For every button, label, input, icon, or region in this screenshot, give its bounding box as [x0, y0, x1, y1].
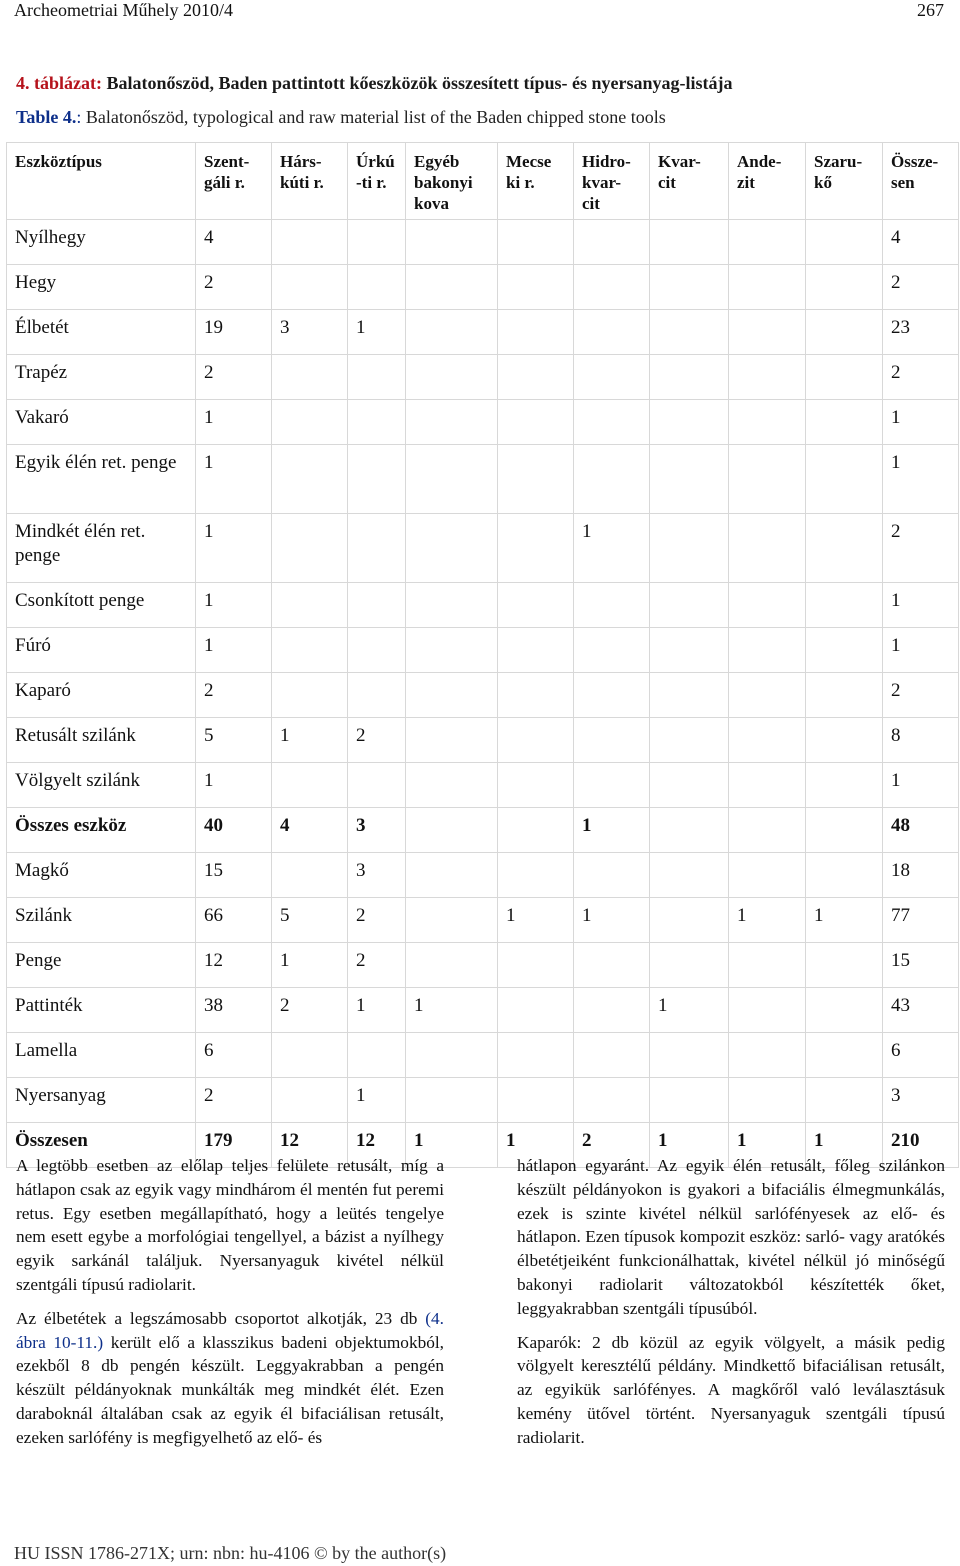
row-label: Összesen [7, 1123, 196, 1168]
table-cell: 1 [406, 988, 498, 1033]
column-header: Szaru- kő [806, 143, 883, 220]
table-cell [650, 1078, 729, 1123]
table-cell [574, 763, 650, 808]
table-cell [806, 265, 883, 310]
caption-colon: : [76, 107, 82, 127]
table-cell [406, 355, 498, 400]
table-cell [729, 220, 806, 265]
table-cell [498, 400, 574, 445]
table-cell [650, 718, 729, 763]
table-cell [406, 220, 498, 265]
table-cell: 2 [883, 355, 959, 400]
table-cell [498, 514, 574, 583]
table-cell [729, 718, 806, 763]
table-cell: 1 [883, 445, 959, 514]
table-cell [348, 400, 406, 445]
table-cell [348, 514, 406, 583]
table-cell [806, 853, 883, 898]
page-header [0, 0, 960, 22]
table-cell [729, 988, 806, 1033]
table-row [7, 514, 959, 583]
table-label-hungarian: 4. táblázat: [16, 73, 102, 93]
table-cell [498, 718, 574, 763]
row-label: Csonkított penge [7, 583, 196, 628]
table-header-row [7, 143, 959, 220]
table-cell: 1 [196, 514, 272, 583]
table-row [7, 943, 959, 988]
table-cell [406, 265, 498, 310]
row-label: Retusált szilánk [7, 718, 196, 763]
table-cell: 5 [272, 898, 348, 943]
table-cell [498, 355, 574, 400]
row-label: Egyik élén ret. penge [7, 445, 196, 514]
table-cell: 1 [498, 898, 574, 943]
table-cell [574, 445, 650, 514]
table-cell [806, 673, 883, 718]
table-cell: 1 [883, 628, 959, 673]
table-cell: 4 [883, 220, 959, 265]
table-cell: 1 [196, 445, 272, 514]
column-header: Hidro- kvar- cit [574, 143, 650, 220]
table-cell [272, 355, 348, 400]
table-cell: 2 [196, 265, 272, 310]
table-cell [729, 943, 806, 988]
table-cell [729, 265, 806, 310]
table-cell: 18 [883, 853, 959, 898]
page-number: 267 [917, 0, 944, 20]
table-cell [650, 445, 729, 514]
table-cell [498, 220, 574, 265]
table-cell: 8 [883, 718, 959, 763]
table-cell [729, 628, 806, 673]
table-cell [650, 673, 729, 718]
table-cell [806, 310, 883, 355]
table-cell [806, 763, 883, 808]
table-cell [806, 628, 883, 673]
table-row [7, 220, 959, 265]
table-cell [650, 763, 729, 808]
table-cell [406, 400, 498, 445]
column-header: Szent- gáli r. [196, 143, 272, 220]
table-cell [406, 808, 498, 853]
table-cell: 1 [196, 583, 272, 628]
table-cell: 1 [806, 898, 883, 943]
table-cell: 1 [196, 400, 272, 445]
paragraph [16, 1307, 444, 1450]
table-cell [650, 943, 729, 988]
table-cell [806, 355, 883, 400]
table-cell [272, 1078, 348, 1123]
caption-text-english: Balatonőszöd, typological and raw material list of the Baden chipped stone tools [81, 107, 666, 127]
table-cell [272, 628, 348, 673]
table-cell [406, 1033, 498, 1078]
table-cell: 179 [196, 1123, 272, 1168]
table-cell: 1 [883, 583, 959, 628]
table-cell [729, 808, 806, 853]
table-cell: 38 [196, 988, 272, 1033]
table-cell [574, 220, 650, 265]
row-label: Szilánk [7, 898, 196, 943]
table-cell: 2 [348, 943, 406, 988]
table-cell: 2 [348, 718, 406, 763]
table-cell: 1 [196, 628, 272, 673]
table-cell [729, 514, 806, 583]
table-cell [574, 583, 650, 628]
table-cell: 48 [883, 808, 959, 853]
table-cell: 3 [348, 808, 406, 853]
table-cell: 23 [883, 310, 959, 355]
table-cell: 15 [196, 853, 272, 898]
row-label: Hegy [7, 265, 196, 310]
table-cell [650, 583, 729, 628]
table-row [7, 628, 959, 673]
table-cell: 2 [196, 1078, 272, 1123]
table-cell [574, 1078, 650, 1123]
table-row [7, 445, 959, 514]
table-label-english: Table 4. [16, 107, 77, 127]
table-cell [650, 898, 729, 943]
row-label: Mindkét élén ret. penge [7, 514, 196, 583]
table-cell [498, 583, 574, 628]
table-cell: 2 [196, 673, 272, 718]
table-cell: 1 [574, 514, 650, 583]
table-cell [406, 1078, 498, 1123]
table-cell [272, 673, 348, 718]
table-cell: 3 [883, 1078, 959, 1123]
table-cell [406, 718, 498, 763]
table-row [7, 763, 959, 808]
row-label: Nyersanyag [7, 1078, 196, 1123]
table-row [7, 1078, 959, 1123]
table-cell [574, 265, 650, 310]
typology-table [6, 142, 959, 1168]
column-header: Kvar- cit [650, 143, 729, 220]
row-label: Élbetét [7, 310, 196, 355]
table-cell: 1 [806, 1123, 883, 1168]
table-cell [574, 400, 650, 445]
table-cell [348, 355, 406, 400]
table-cell [406, 628, 498, 673]
table-cell: 1 [348, 988, 406, 1033]
table-row [7, 583, 959, 628]
table-cell: 2 [196, 355, 272, 400]
table-cell [574, 988, 650, 1033]
table-cell [574, 1033, 650, 1078]
table-cell [806, 445, 883, 514]
table-cell: 43 [883, 988, 959, 1033]
table-cell [406, 310, 498, 355]
table-cell: 5 [196, 718, 272, 763]
table-cell: 1 [272, 718, 348, 763]
table-row [7, 718, 959, 763]
table-cell: 1 [272, 943, 348, 988]
row-label: Összes eszköz [7, 808, 196, 853]
table-cell: 1 [348, 1078, 406, 1123]
table-cell [498, 628, 574, 673]
table-cell [729, 445, 806, 514]
table-cell: 15 [883, 943, 959, 988]
table-cell [348, 763, 406, 808]
table-cell [406, 763, 498, 808]
table-cell [729, 673, 806, 718]
column-header: Eszköztípus [7, 143, 196, 220]
table-cell [272, 220, 348, 265]
table-cell: 1 [574, 808, 650, 853]
table-cell: 40 [196, 808, 272, 853]
table-cell [498, 673, 574, 718]
table-cell [729, 763, 806, 808]
table-cell: 6 [883, 1033, 959, 1078]
table-cell [272, 445, 348, 514]
row-label: Lamella [7, 1033, 196, 1078]
table-cell [729, 1033, 806, 1078]
table-row [7, 310, 959, 355]
row-label: Magkő [7, 853, 196, 898]
table-cell [498, 1078, 574, 1123]
table-cell [729, 1078, 806, 1123]
table-cell [806, 1078, 883, 1123]
table-cell [650, 355, 729, 400]
table-cell: 1 [883, 763, 959, 808]
table-cell [650, 808, 729, 853]
page-footer: HU ISSN 1786-271X; urn: nbn: hu-4106 © by the author(s) [14, 1543, 447, 1563]
table-cell [806, 514, 883, 583]
table-cell: 2 [883, 673, 959, 718]
table-cell [806, 943, 883, 988]
table-cell [574, 355, 650, 400]
table-cell: 3 [272, 310, 348, 355]
table-cell: 1 [729, 898, 806, 943]
table-cell [498, 988, 574, 1033]
table-cell [650, 853, 729, 898]
row-label: Fúró [7, 628, 196, 673]
table-cell [806, 1033, 883, 1078]
journal-title: Archeometriai Műhely 2010/4 [14, 0, 233, 20]
row-label: Pattinték [7, 988, 196, 1033]
row-label: Kaparó [7, 673, 196, 718]
table-cell [272, 1033, 348, 1078]
table-cell [348, 220, 406, 265]
table-cell [574, 853, 650, 898]
table-cell [406, 583, 498, 628]
table-row [7, 808, 959, 853]
table-cell: 12 [196, 943, 272, 988]
table-cell [574, 673, 650, 718]
table-cell: 2 [272, 988, 348, 1033]
table-cell [498, 808, 574, 853]
table-cell [272, 400, 348, 445]
paragraph: hátlapon egyaránt. Az egyik élén retusált, főleg szilánkon készült példányokon is gyakori a bifaciális élmegmunkálás, ezek is szinte kivétel nélkül sarlófényesek az elő- és hátlapon. Ezen típusok kompozit eszköz: sarló- vagy aratókés élbetétjeiként funkcionálhattak, kivétel nélkül jó minőségű bakonyi radiolarit változatokból készítették őket, leggyakrabban szentgáli típusúból. [517, 1156, 945, 1318]
table-row [7, 355, 959, 400]
paragraph-text: került elő a klasszikus badeni objektumokból, ezekből 8 db pengén készült. Leggyakrabban a pengén készült példányoknak munkálták meg mindkét élét. Ezen daraboknál általában csak az egyik él bifaciálisan retusált, ezeken sarlófény is megfigyelhető az elő- és [16, 1332, 444, 1447]
table-row [7, 853, 959, 898]
table-row [7, 400, 959, 445]
row-label: Penge [7, 943, 196, 988]
caption-text-hungarian: Balatonőszöd, Baden pattintott kőeszközök összesített típus- és nyersanyag-listája [101, 73, 733, 93]
table-cell: 4 [272, 808, 348, 853]
row-label: Völgyelt szilánk [7, 763, 196, 808]
table-caption-hungarian [16, 73, 733, 94]
column-header: Össze- sen [883, 143, 959, 220]
table-cell [272, 583, 348, 628]
table-cell: 2 [883, 265, 959, 310]
table-cell [272, 853, 348, 898]
table-cell: 1 [650, 988, 729, 1033]
table-cell [574, 310, 650, 355]
table-cell: 12 [348, 1123, 406, 1168]
table-cell [650, 514, 729, 583]
table-cell: 1 [883, 400, 959, 445]
table-cell: 210 [883, 1123, 959, 1168]
paragraph: Kaparók: 2 db közül az egyik völgyelt, a másik pedig völgyelt keresztélű példány. Mindkettő bifaciálisan retusált, az egyikük sarlófényes. A magkőről való leválasztásuk kemény ütővel történt. Nyersanyaguk szentgáli típusú radiolarit. [517, 1332, 945, 1447]
table-cell [406, 943, 498, 988]
table-cell: 1 [650, 1123, 729, 1168]
table-cell [406, 898, 498, 943]
table-cell [729, 400, 806, 445]
table-cell [498, 1033, 574, 1078]
table-cell: 6 [196, 1033, 272, 1078]
table-cell: 2 [883, 514, 959, 583]
table-cell: 3 [348, 853, 406, 898]
table-cell [406, 853, 498, 898]
paragraph-text: Az élbetétek a legszámosabb csoportot alkotják, 23 db [16, 1308, 426, 1328]
table-cell [348, 265, 406, 310]
table-cell [348, 1033, 406, 1078]
table-cell [806, 988, 883, 1033]
table-cell: 12 [272, 1123, 348, 1168]
table-cell [806, 808, 883, 853]
column-header: Úrkú -ti r. [348, 143, 406, 220]
table-cell [650, 265, 729, 310]
table-cell [498, 943, 574, 988]
table-cell [729, 583, 806, 628]
table-cell [498, 265, 574, 310]
column-header: Egyéb bakonyi kova [406, 143, 498, 220]
table-cell [348, 583, 406, 628]
table-cell: 1 [574, 898, 650, 943]
table-cell [806, 400, 883, 445]
table-cell [650, 400, 729, 445]
table-cell [348, 628, 406, 673]
table-cell: 1 [406, 1123, 498, 1168]
table-cell: 1 [729, 1123, 806, 1168]
body-column-left [16, 1154, 444, 1460]
table-cell: 1 [348, 310, 406, 355]
table-row [7, 1033, 959, 1078]
table-cell [272, 265, 348, 310]
table-row [7, 673, 959, 718]
table-cell [806, 583, 883, 628]
table-cell: 19 [196, 310, 272, 355]
table-caption-english [16, 107, 666, 128]
table-cell: 66 [196, 898, 272, 943]
table-cell [406, 673, 498, 718]
table-cell [650, 220, 729, 265]
table-cell [498, 310, 574, 355]
table-cell [729, 310, 806, 355]
table-cell [406, 514, 498, 583]
table-row [7, 898, 959, 943]
table-cell [729, 853, 806, 898]
table-cell [498, 853, 574, 898]
table-cell [806, 718, 883, 763]
table-cell: 1 [498, 1123, 574, 1168]
table-cell: 4 [196, 220, 272, 265]
row-label: Trapéz [7, 355, 196, 400]
table-cell [729, 355, 806, 400]
table-cell [574, 943, 650, 988]
table-cell [650, 1033, 729, 1078]
table-cell: 77 [883, 898, 959, 943]
table-cell [272, 514, 348, 583]
table-row [7, 265, 959, 310]
table-cell [348, 445, 406, 514]
table-cell [806, 220, 883, 265]
table-cell: 2 [348, 898, 406, 943]
table-cell [498, 445, 574, 514]
table-cell [348, 673, 406, 718]
table-cell [650, 628, 729, 673]
table-body [7, 220, 959, 1168]
table-row [7, 988, 959, 1033]
row-label: Nyílhegy [7, 220, 196, 265]
body-column-right [517, 1154, 945, 1460]
table-cell: 2 [574, 1123, 650, 1168]
column-header: Ande- zit [729, 143, 806, 220]
column-header: Mecse ki r. [498, 143, 574, 220]
table-cell [574, 628, 650, 673]
table-cell [650, 310, 729, 355]
table-cell [498, 763, 574, 808]
table-cell [574, 718, 650, 763]
figure-reference-link[interactable]: (4. ábra 10-11.) [16, 1308, 444, 1352]
row-label: Vakaró [7, 400, 196, 445]
table-cell: 1 [196, 763, 272, 808]
table-cell [406, 445, 498, 514]
paragraph: A legtöbb esetben az előlap teljes felülete retusált, míg a hátlapon csak az egyik vagy mindhárom él mentén fut peremi retus. Egy esetben megállapítható, hogy a leütés tengelye nem esett egybe a morfológiai tengellyel, a bázist a nyílhegy egyik sarkánál találjuk. Nyersanyaguk kivétel nélkül szentgáli típusú radiolarit. [16, 1156, 444, 1294]
table-cell [272, 763, 348, 808]
column-header: Hárs- kúti r. [272, 143, 348, 220]
